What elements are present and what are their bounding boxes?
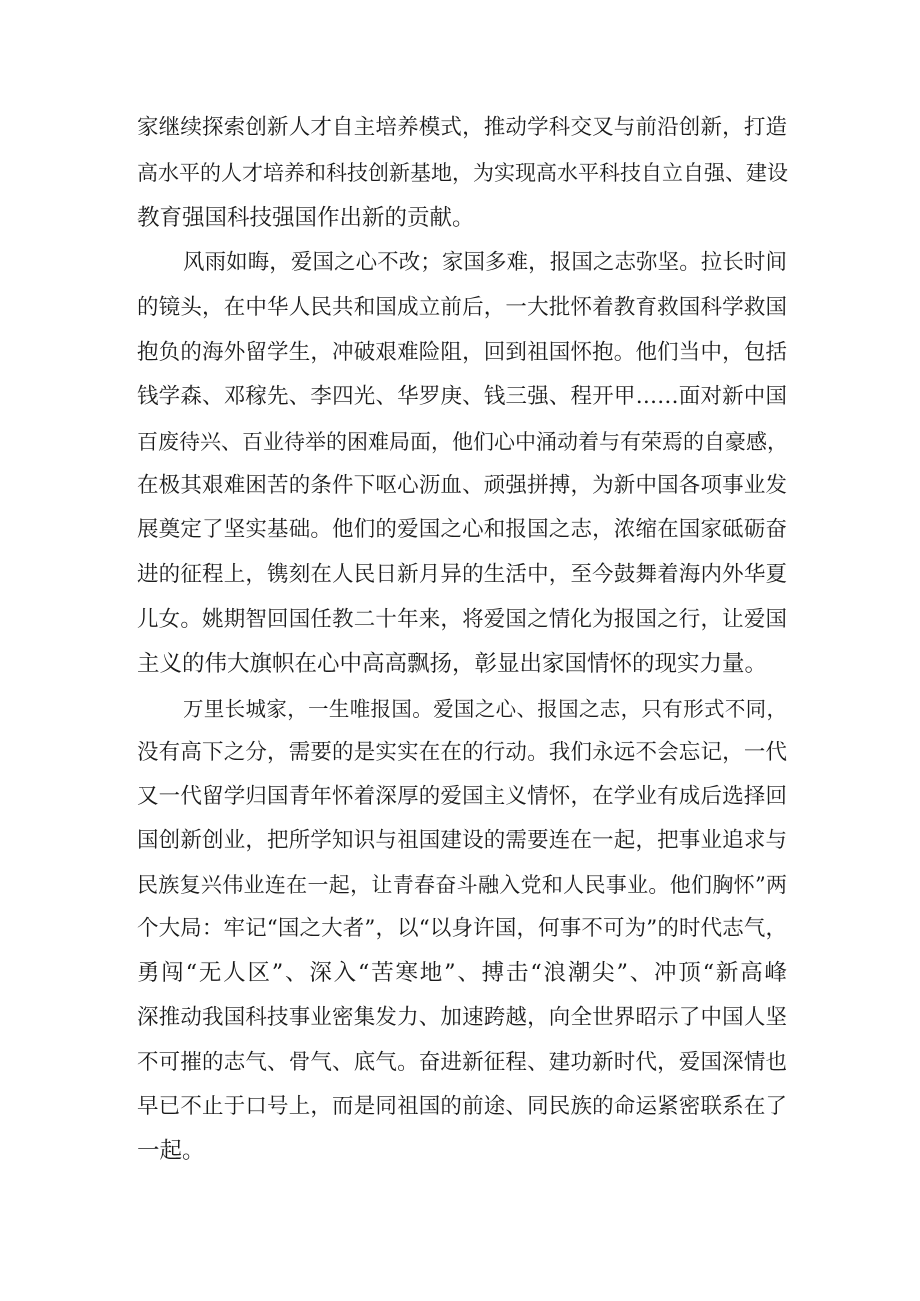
paragraph-2-line-9: 儿女。姚期智回国任教二十年来，将爱国之情化为报国之行，让爱国 bbox=[137, 607, 787, 632]
paragraph-3-line-4: 国创新创业，把所学知识与祖国建设的需要连在一起，把事业追求与 bbox=[137, 828, 787, 853]
paragraph-2-line-2: 的镜头，在中华人民共和国成立前后，一大批怀着教育救国科学救国 bbox=[137, 295, 787, 320]
paragraph-2-line-7: 展奠定了坚实基础。他们的爱国之心和报国之志，浓缩在国家砥砺奋 bbox=[137, 517, 787, 542]
paragraph-1-line-2: 高水平的人才培养和科技创新基地，为实现高水平科技自立自强、建设 bbox=[137, 161, 788, 185]
paragraph-3-line-8: 深推动我国科技事业密集发力、加速跨越，向全世界昭示了中国人坚 bbox=[137, 1005, 787, 1030]
paragraph-1-line-1: 家继续探索创新人才自主培养模式，推动学科交叉与前沿创新，打造 bbox=[137, 115, 787, 140]
paragraph-2-line-3: 抱负的海外留学生，冲破艰难险阻，回到祖国怀抱。他们当中，包括 bbox=[137, 340, 787, 365]
paragraph-3-line-5: 民族复兴伟业连在一起，让青春奋斗融入党和人民事业。他们胸怀”两 bbox=[137, 873, 787, 897]
paragraph-2-line-6: 在极其艰难困苦的条件下呕心沥血、顽强拼搏，为新中国各项事业发 bbox=[137, 473, 787, 498]
paragraph-2-line-8: 进的征程上，镌刻在人民日新月异的生活中，至今鼓舞着海内外华夏 bbox=[137, 562, 787, 587]
paragraph-3-line-2: 没有高下之分，需要的是实实在在的行动。我们永远不会忘记，一代 bbox=[137, 740, 787, 765]
paragraph-2-line-4: 钱学森、邓稼先、李四光、华罗庚、钱三强、程开甲……面对新中国 bbox=[137, 384, 787, 409]
paragraph-3-line-10: 早已不止于口号上，而是同祖国的前途、同民族的命运紧密联系在了 bbox=[137, 1094, 787, 1119]
paragraph-3-line-9: 不可摧的志气、骨气、底气。奋进新征程、建功新时代，爱国深情也 bbox=[137, 1050, 787, 1075]
paragraph-3-line-3: 又一代留学归国青年怀着深厚的爱国主义情怀，在学业有成后选择回 bbox=[137, 784, 787, 809]
paragraph-3-line-1: 万里长城家，一生唯报国。爱国之心、报国之志，只有形式不同， bbox=[183, 697, 787, 721]
paragraph-1-line-3: 教育强国科技强国作出新的贡献。 bbox=[137, 205, 475, 231]
paragraph-2-line-5: 百废待兴、百业待举的困难局面，他们心中涌动着与有荣焉的自豪感， bbox=[137, 430, 788, 454]
paragraph-2-line-10: 主义的伟大旗帜在心中高高飘扬，彰显出家国情怀的现实力量。 bbox=[137, 651, 768, 677]
paragraph-3-line-7: 勇闯“无人区”、深入“苦寒地”、搏击“浪潮尖”、冲顶“新高峰 bbox=[137, 960, 787, 986]
paragraph-2-line-1: 风雨如晦，爱国之心不改；家国多难，报国之志弥坚。拉长时间 bbox=[183, 250, 787, 275]
paragraph-3-line-11: 一起。 bbox=[137, 1138, 205, 1164]
paragraph-3-line-6: 个大局：牢记“国之大者”，以“以身许国，何事不可为”的时代志气， bbox=[137, 916, 788, 941]
